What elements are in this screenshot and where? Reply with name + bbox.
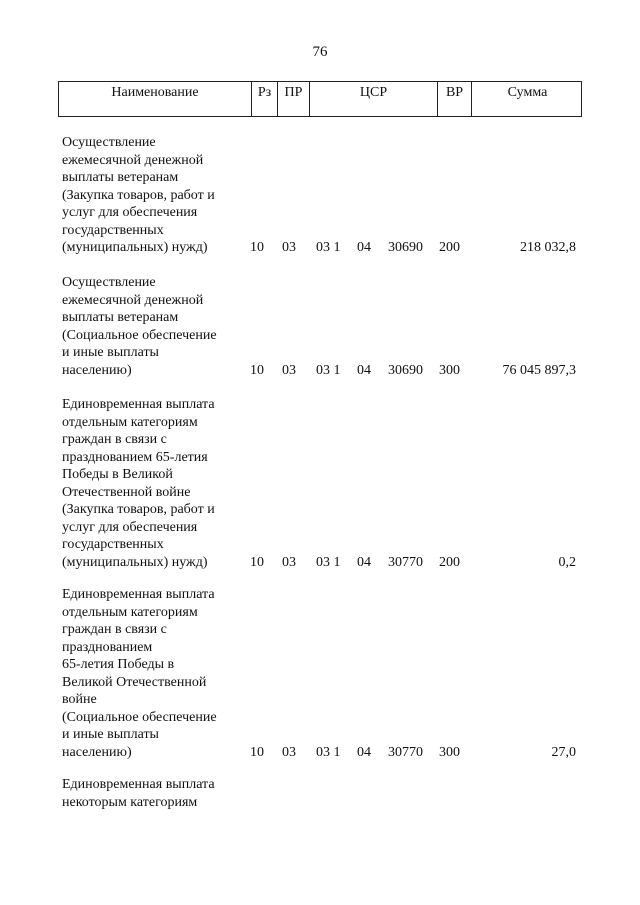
row-name-line: ежемесячной денежной	[62, 292, 204, 308]
table-header	[58, 81, 582, 117]
row-vr: 300	[439, 744, 460, 760]
row-pr: 03	[282, 554, 296, 570]
row-sum: 218 032,8	[520, 240, 576, 255]
row-name-line: (муниципальных) нужд)	[62, 240, 208, 255]
row-name-line: Единовременная выплата	[62, 397, 215, 412]
row-name-line: (муниципальных) нужд)	[62, 554, 208, 570]
row-rz: 10	[250, 554, 264, 570]
row-name-line: празднованием 65-летия	[62, 449, 208, 465]
row-csr-subprogram: 04	[357, 554, 371, 570]
row-name-line: Единовременная выплата	[62, 587, 215, 602]
row-name-line: отдельным категориям	[62, 414, 198, 430]
row-csr-subprogram: 04	[357, 744, 371, 760]
row-csr-subprogram: 04	[357, 240, 371, 255]
row-name-line: Отечественной войне	[62, 484, 191, 500]
row-name-line: и иные выплаты	[62, 345, 159, 360]
row-name-line: (Закупка товаров, работ и	[62, 187, 215, 203]
row-csr-subprogram: 04	[357, 362, 371, 378]
row-name-line: (Закупка товаров, работ и	[62, 502, 215, 517]
row-pr: 03	[282, 362, 296, 378]
row-sum: 76 045 897,3	[502, 362, 576, 378]
row-name-line: 65-летия Победы в	[62, 657, 175, 672]
row-name-line: войне	[62, 692, 97, 707]
row-name-line: некоторым категориям	[62, 794, 198, 810]
row-name	[62, 396, 242, 571]
row-name-line: выплаты ветеранам	[62, 170, 179, 185]
row-pr: 03	[282, 744, 296, 760]
row-name-line: населению)	[62, 362, 132, 378]
row-name-line: ежемесячной денежной	[62, 152, 204, 168]
row-name	[62, 274, 242, 379]
header-vr: ВР	[437, 82, 471, 116]
row-name	[62, 134, 242, 257]
row-name-line: Осуществление	[62, 275, 156, 290]
row-name-line: государственных	[62, 537, 164, 552]
row-csr-program: 03 1	[316, 362, 341, 378]
row-csr-program: 03 1	[316, 240, 341, 255]
row-csr-direction: 30690	[388, 240, 423, 255]
row-name-line: выплаты ветеранам	[62, 310, 179, 325]
page-number: 76	[312, 44, 328, 60]
row-name-line: Единовременная выплата	[62, 777, 215, 792]
header-name: Наименование	[111, 85, 199, 100]
header-sum: Сумма	[471, 82, 583, 116]
row-csr-program: 03 1	[316, 554, 341, 570]
row-name-line: государственных	[62, 222, 164, 238]
row-vr: 200	[439, 240, 460, 255]
row-pr: 03	[282, 240, 296, 255]
row-name	[62, 586, 242, 761]
row-csr-direction: 30770	[388, 744, 423, 760]
row-vr: 200	[439, 554, 460, 570]
row-rz: 10	[250, 240, 264, 255]
row-name-line: и иные выплаты	[62, 727, 159, 742]
row-name-line: услуг для обеспечения	[62, 205, 198, 220]
row-name	[62, 776, 242, 811]
row-sum: 27,0	[551, 744, 576, 760]
row-name-line: (Социальное обеспечение	[62, 709, 217, 725]
row-sum: 0,2	[558, 554, 576, 570]
row-name-line: Осуществление	[62, 135, 156, 150]
row-name-line: Победы в Великой	[62, 467, 173, 482]
row-vr: 300	[439, 362, 460, 378]
row-csr-direction: 30690	[388, 362, 423, 378]
row-name-line: празднованием	[62, 639, 153, 655]
row-csr-program: 03 1	[316, 744, 341, 760]
row-name-line: граждан в связи с	[62, 432, 167, 447]
row-csr-direction: 30770	[388, 554, 423, 570]
row-name-line: населению)	[62, 744, 132, 760]
header-rz: Рз	[251, 82, 277, 116]
row-name-line: отдельным категориям	[62, 604, 198, 620]
row-rz: 10	[250, 362, 264, 378]
row-name-line: граждан в связи с	[62, 622, 167, 637]
row-name-line: Великой Отечественной	[62, 674, 207, 690]
row-rz: 10	[250, 744, 264, 760]
row-name-line: (Социальное обеспечение	[62, 327, 217, 343]
row-name-line: услуг для обеспечения	[62, 519, 198, 535]
header-csr: ЦСР	[309, 82, 437, 116]
header-pr: ПР	[277, 82, 309, 116]
